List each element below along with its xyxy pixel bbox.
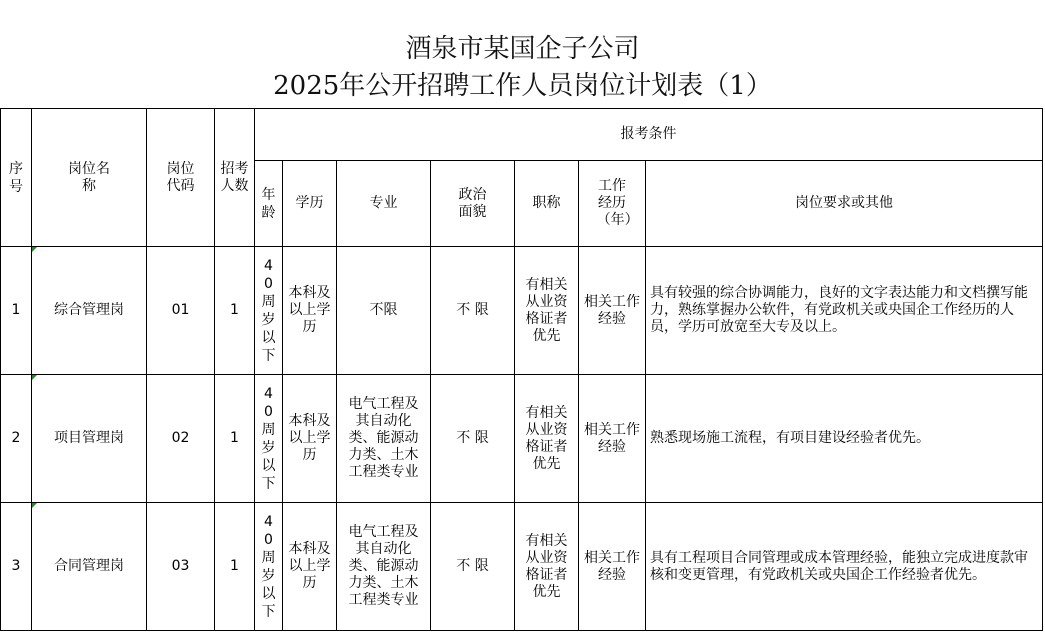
cell-experience: 相关工作经验: [579, 247, 646, 375]
header-seq: 序号: [1, 109, 32, 247]
cell-seq: 1: [1, 247, 32, 375]
cell-title: 有相关从业资格证者优先: [515, 503, 579, 631]
cell-experience: 相关工作经验: [579, 503, 646, 631]
cell-seq: 3: [1, 503, 32, 631]
header-political: 政治面貌: [431, 161, 515, 247]
header-age: 年龄: [255, 161, 283, 247]
cell-major: 电气工程及其自动化类、能源动力类、土木工程类专业: [337, 375, 431, 503]
cell-post-code: 02: [147, 375, 215, 503]
header-education: 学历: [283, 161, 337, 247]
cell-political: 不 限: [431, 503, 515, 631]
table-row: [1, 375, 1043, 503]
cell-political: 不 限: [431, 375, 515, 503]
cell-post-name: 合同管理岗: [32, 503, 147, 631]
cell-post-name: 项目管理岗: [32, 375, 147, 503]
table-row: [1, 247, 1043, 375]
header-post-name: 岗位名称: [32, 109, 147, 247]
header-row-top: [1, 109, 1043, 161]
document-title-line2: 2025年公开招聘工作人员岗位计划表（1）: [273, 71, 772, 101]
cell-title: 有相关从业资格证者优先: [515, 247, 579, 375]
cell-recruit-count: 1: [215, 375, 255, 503]
cell-education: 本科及以上学历: [283, 375, 337, 503]
cell-age: 40周岁以下: [255, 503, 283, 631]
document-title-line1: 酒泉市某国企子公司: [405, 34, 640, 64]
cell-post-name: 综合管理岗: [32, 247, 147, 375]
header-post-code: 岗位代码: [147, 109, 215, 247]
recruitment-plan-table: [0, 108, 1043, 631]
cell-recruit-count: 1: [215, 503, 255, 631]
cell-major: 不限: [337, 247, 431, 375]
cell-post-code: 01: [147, 247, 215, 375]
header-experience: 工作经历（年）: [579, 161, 646, 247]
cell-requirements: 具有工程项目合同管理或成本管理经验，能独立完成进度款审核和变更管理，有党政机关或央国企工作经验者优先。: [646, 503, 1043, 631]
header-requirements: 岗位要求或其他: [646, 161, 1043, 247]
cell-major: 电气工程及其自动化类、能源动力类、土木工程类专业: [337, 503, 431, 631]
cell-education: 本科及以上学历: [283, 503, 337, 631]
cell-political: 不 限: [431, 247, 515, 375]
cell-experience: 相关工作经验: [579, 375, 646, 503]
cell-education: 本科及以上学历: [283, 247, 337, 375]
cell-post-code: 03: [147, 503, 215, 631]
table-row: [1, 503, 1043, 631]
cell-title: 有相关从业资格证者优先: [515, 375, 579, 503]
cell-requirements: 熟悉现场施工流程，有项目建设经验者优先。: [646, 375, 1043, 503]
header-title: 职称: [515, 161, 579, 247]
header-recruit-count: 招考人数: [215, 109, 255, 247]
cell-recruit-count: 1: [215, 247, 255, 375]
header-conditions: 报考条件: [255, 109, 1043, 161]
cell-age: 40周岁以下: [255, 247, 283, 375]
cell-age: 40周岁以下: [255, 375, 283, 503]
header-major: 专业: [337, 161, 431, 247]
cell-seq: 2: [1, 375, 32, 503]
cell-requirements: 具有较强的综合协调能力，良好的文字表达能力和文档撰写能力，熟练掌握办公软件，有党政机关或央国企工作经历的人员，学历可放宽至大专及以上。: [646, 247, 1043, 375]
